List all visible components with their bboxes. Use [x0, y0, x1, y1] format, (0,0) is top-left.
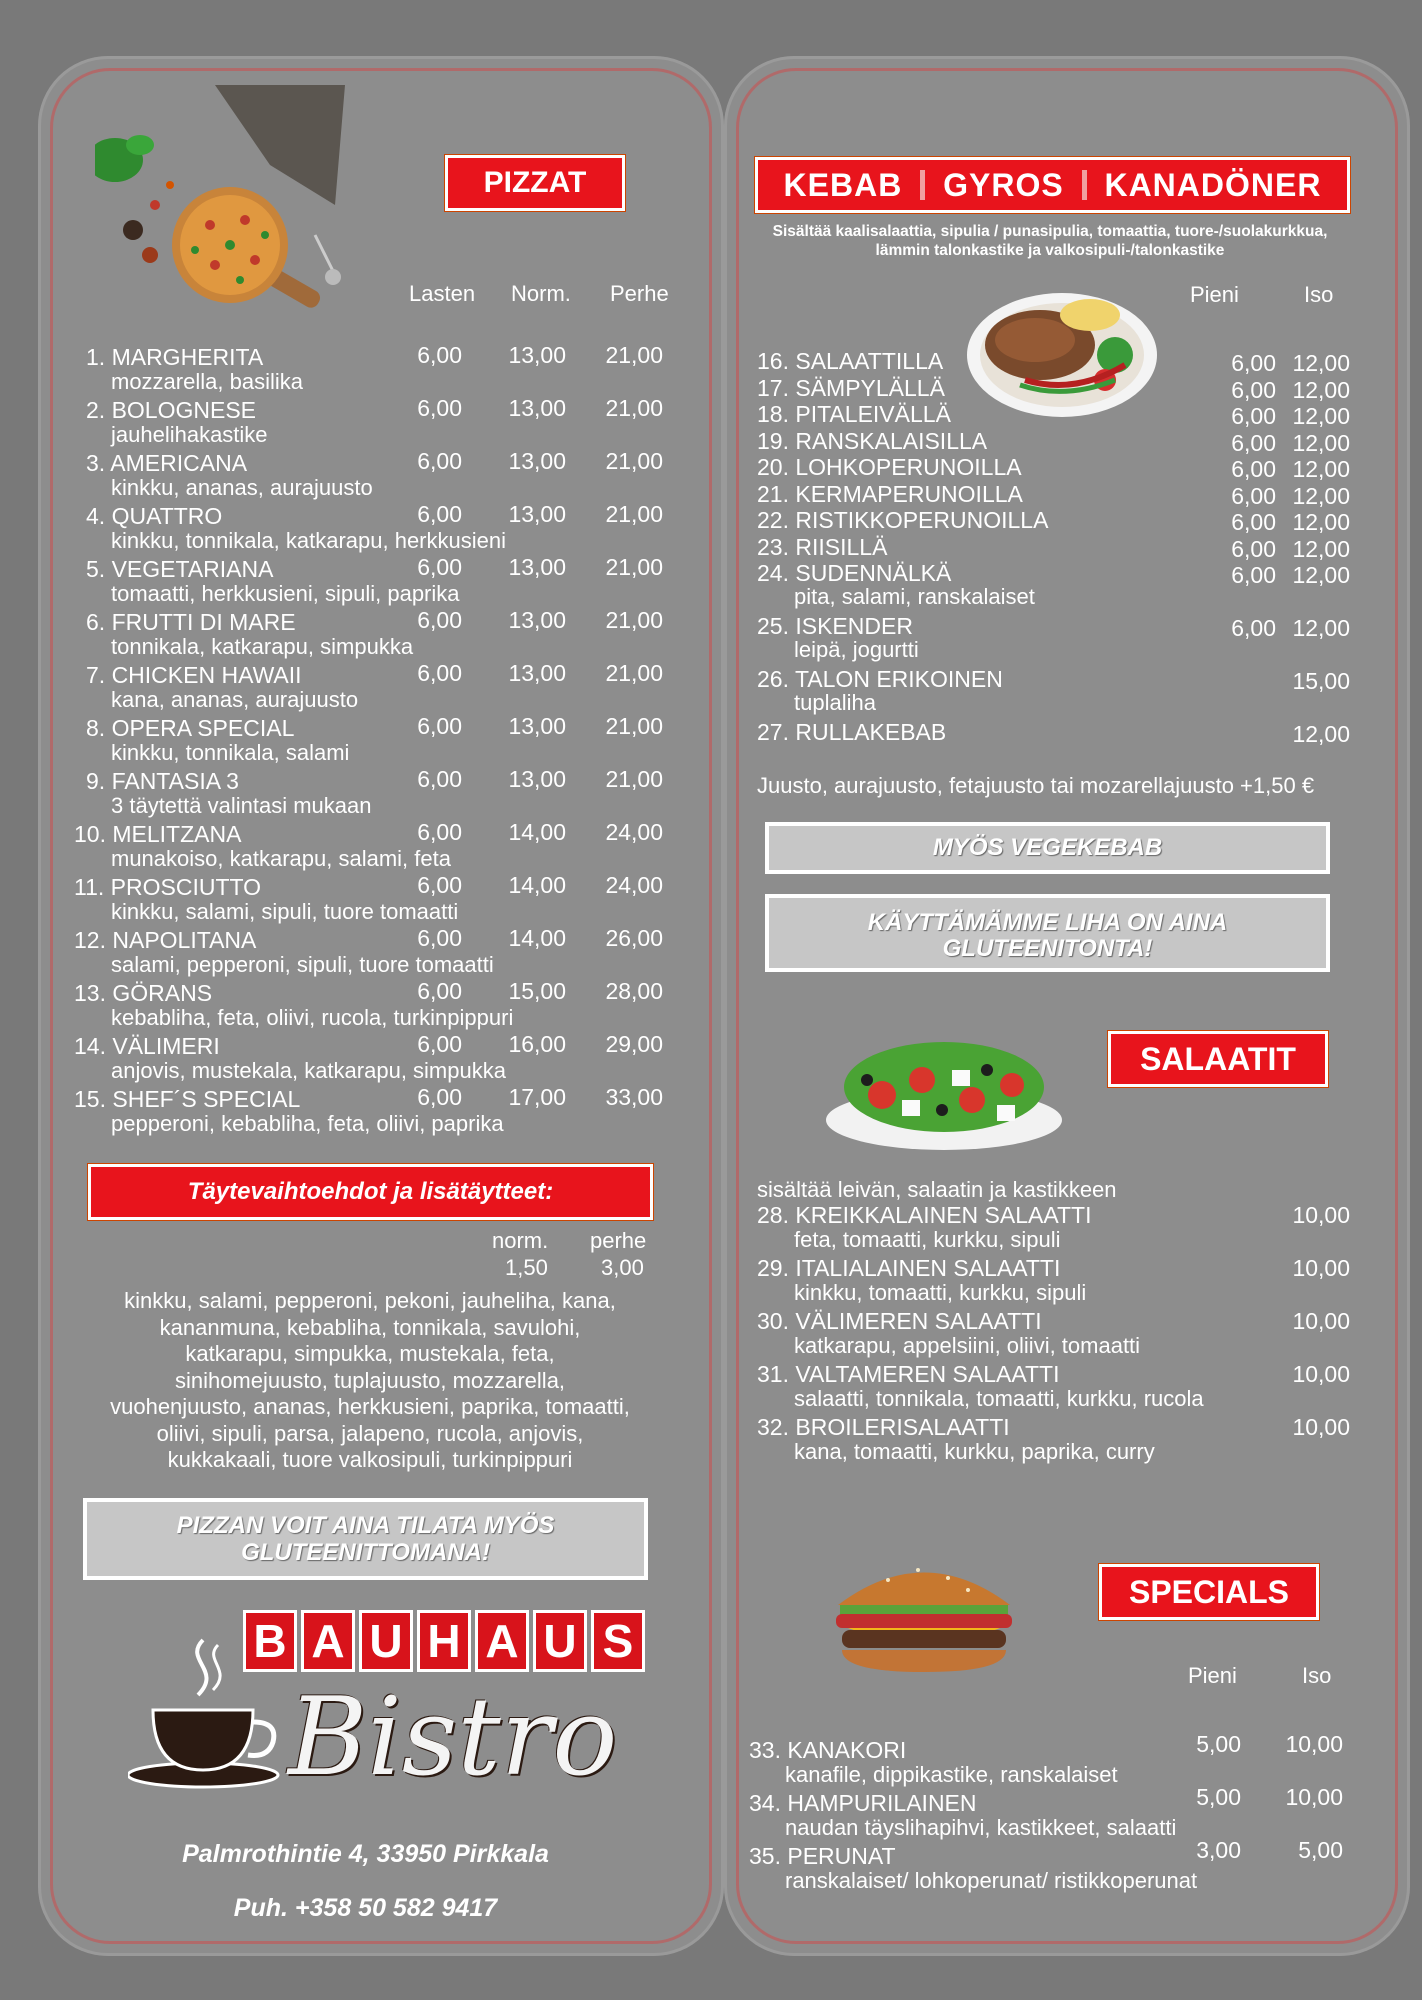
kebab-item-name: 26. TALON ERIKOINEN — [757, 666, 1003, 692]
fillings-line: kinkku, salami, pepperoni, pekoni, jauheliha, kana, — [124, 1288, 616, 1313]
bauhaus-letter: H — [417, 1610, 471, 1672]
kebab-item-price-small: 6,00 — [1231, 429, 1276, 456]
kebab-title-part: KEBAB — [783, 167, 903, 203]
kebab-item-price-large: 15,00 — [1292, 668, 1350, 694]
pizza-item-price: 21,00 — [605, 448, 663, 474]
pizza-item-price: 13,00 — [508, 660, 566, 686]
pizza-item-desc: kinkku, tonnikala, salami — [111, 740, 350, 765]
pizza-item-name: 15. SHEF´S SPECIAL — [74, 1086, 301, 1112]
pizza-item-name: 3. AMERICANA — [86, 450, 248, 476]
salad-item-name: 31. VALTAMEREN SALAATTI — [757, 1361, 1060, 1387]
pizza-item-name: 1. MARGHERITA — [86, 344, 264, 370]
pizza-item-name: 9. FANTASIA 3 — [86, 768, 239, 794]
fillings-price-norm: 1,50 — [505, 1255, 548, 1280]
fillings-price-perhe: 3,00 — [601, 1255, 644, 1280]
pizza-item-price: 6,00 — [417, 554, 462, 580]
pizza-item-price: 6,00 — [417, 978, 462, 1004]
kebab-title — [755, 157, 1350, 213]
cheese-note: Juusto, aurajuusto, fetajuusto tai mozarellajuusto +1,50 € — [757, 773, 1315, 798]
pizza-title: PIZZAT — [445, 155, 625, 211]
pizza-item-price: 14,00 — [508, 872, 566, 898]
pizza-item-desc: kebabliha, feta, oliivi, rucola, turkinpippuri — [111, 1005, 514, 1030]
bauhaus-bistro-logo — [128, 1610, 634, 1800]
pizza-item-price: 21,00 — [605, 395, 663, 421]
phone[interactable]: Puh. +358 50 582 9417 — [233, 1894, 498, 1922]
kebab-header-pieni: Pieni — [1190, 282, 1239, 307]
kebab-item-name: 21. KERMAPERUNOILLA — [757, 480, 1023, 507]
pizza-image — [95, 85, 345, 315]
kanadoner-title-part: KANADÖNER — [1104, 167, 1322, 203]
pizza-item-desc: tomaatti, herkkusieni, sipuli, paprika — [111, 581, 460, 606]
pizza-item-price: 24,00 — [605, 872, 663, 898]
pizza-item-price: 13,00 — [508, 395, 566, 421]
kebab-header-iso: Iso — [1304, 282, 1334, 307]
special-item-price-large: 10,00 — [1285, 1784, 1343, 1810]
pizza-item-price: 6,00 — [417, 819, 462, 845]
kebab-plate-image — [965, 285, 1160, 420]
pizza-item-price: 24,00 — [605, 819, 663, 845]
pizza-item-name: 12. NAPOLITANA — [74, 927, 257, 953]
pizza-item-price: 21,00 — [605, 713, 663, 739]
fillings-header-perhe: perhe — [590, 1228, 647, 1253]
kebab-item-name: 25. ISKENDER — [757, 613, 913, 639]
special-item-desc: ranskalaiset/ lohkoperunat/ ristikkoperunat — [785, 1868, 1198, 1893]
pizza-item-price: 6,00 — [417, 448, 462, 474]
pizza-item-price: 21,00 — [605, 660, 663, 686]
kebab-item-price-large: 12,00 — [1292, 403, 1350, 429]
bauhaus-letter: U — [359, 1610, 413, 1672]
kebab-item-name: 16. SALAATTILLA — [757, 348, 944, 374]
specials-title: SPECIALS — [1099, 1564, 1319, 1620]
pizza-item-price: 6,00 — [417, 607, 462, 633]
pizza-item-price: 13,00 — [508, 501, 566, 527]
meat-note-line: KÄYTTÄMÄMME LIHA ON AINA — [867, 909, 1228, 936]
pizza-item-name: 11. PROSCIUTTO — [74, 874, 262, 900]
kebab-item-name: 24. SUDENNÄLKÄ — [757, 560, 952, 586]
kebab-item-price-large: 12,00 — [1292, 562, 1350, 588]
bauhaus-wordmark — [243, 1610, 645, 1672]
salad-item-price: 10,00 — [1292, 1414, 1350, 1440]
pizza-item-desc: pepperoni, kebabliha, feta, oliivi, paprika — [111, 1111, 504, 1136]
bauhaus-letter: B — [243, 1610, 297, 1672]
pizza-item-price: 26,00 — [605, 925, 663, 951]
pizza-item-price: 16,00 — [508, 1031, 566, 1057]
kebab-item-name: 17. SÄMPYLÄLLÄ — [757, 374, 945, 401]
salad-item-price: 10,00 — [1292, 1202, 1350, 1228]
pizza-item-name: 14. VÄLIMERI — [74, 1033, 220, 1059]
pizza-item-desc: salami, pepperoni, sipuli, tuore tomaatti — [111, 952, 494, 977]
pizza-item-desc: kinkku, ananas, aurajuusto — [111, 475, 373, 500]
special-item-desc: kanafile, dippikastike, ranskalaiset — [785, 1762, 1118, 1787]
pizza-item-price: 6,00 — [417, 925, 462, 951]
pizza-item-name: 13. GÖRANS — [74, 980, 213, 1006]
special-item-name: 33. KANAKORI — [749, 1737, 907, 1763]
bauhaus-letter: U — [533, 1610, 587, 1672]
fillings-line: kukkakaali, tuore valkosipuli, turkinpippuri — [167, 1447, 573, 1472]
pizza-item-price: 13,00 — [508, 607, 566, 633]
fillings-line: vuohenjuusto, ananas, herkkusieni, paprika, tomaatti, — [110, 1394, 630, 1419]
pizza-item-desc: anjovis, mustekala, katkarapu, simpukka — [111, 1058, 506, 1083]
pizza-item-price: 6,00 — [417, 713, 462, 739]
address: Palmrothintie 4, 33950 Pirkkala — [182, 1840, 549, 1868]
salads-intro: sisältää leivän, salaatin ja kastikkeen — [757, 1177, 1117, 1202]
kebab-item-desc: pita, salami, ranskalaiset — [794, 584, 1035, 609]
kebab-item-price-small: 6,00 — [1231, 403, 1276, 429]
pizza-item-name: 2. BOLOGNESE — [86, 397, 257, 423]
salad-item-name: 28. KREIKKALAINEN SALAATTI — [757, 1202, 1092, 1228]
fillings-line: oliivi, sipuli, parsa, jalapeno, rucola, anjovis, — [156, 1420, 584, 1446]
kebab-item-price-small: 6,00 — [1231, 376, 1276, 403]
pizza-item-price: 13,00 — [508, 448, 566, 474]
specials-header-iso: Iso — [1302, 1663, 1332, 1688]
pizza-item-price: 6,00 — [417, 395, 462, 421]
header-lasten: Lasten — [409, 281, 476, 306]
header-norm: Norm. — [511, 281, 571, 306]
pizza-item-price: 21,00 — [605, 607, 663, 633]
gluten-free-note — [83, 1498, 648, 1580]
kebab-item-price-large: 12,00 — [1292, 482, 1350, 509]
pizza-item-desc: mozzarella, basilika — [111, 369, 303, 394]
pizza-item-price: 21,00 — [605, 501, 663, 527]
special-item-name: 35. PERUNAT — [749, 1843, 896, 1869]
special-item-price-small: 5,00 — [1196, 1784, 1241, 1810]
pizza-item-price: 6,00 — [417, 1031, 462, 1057]
salad-item-desc: feta, tomaatti, kurkku, sipuli — [794, 1227, 1061, 1252]
pizza-item-price: 13,00 — [508, 713, 566, 739]
pizza-item-price: 6,00 — [417, 660, 462, 686]
pizza-item-desc: 3 täytettä valintasi mukaan — [111, 793, 372, 818]
pizza-item-price: 6,00 — [417, 1084, 462, 1110]
pizza-item-name: 10. MELITZANA — [74, 821, 242, 847]
pizza-item-price: 13,00 — [508, 342, 566, 368]
kebab-item-desc: leipä, jogurtti — [794, 637, 919, 662]
pizza-item-desc: jauhelihakastike — [111, 422, 268, 447]
specials-header-pieni: Pieni — [1188, 1663, 1237, 1688]
kebab-intro-line: Sisältää kaalisalaattia, sipulia / punasipulia, tomaattia, tuore-/suolakurkkua, — [772, 223, 1328, 240]
kebab-item-name: 19. RANSKALAISILLA — [757, 427, 988, 454]
pizza-item-price: 13,00 — [508, 766, 566, 792]
meat-note-line: GLUTEENITONTA! — [942, 935, 1153, 962]
meat-gluten-note — [765, 894, 1330, 972]
kebab-item-price-large: 12,00 — [1292, 509, 1350, 535]
kebab-item-price-small: 6,00 — [1231, 562, 1276, 588]
salad-item-desc: kinkku, tomaatti, kurkku, sipuli — [794, 1280, 1087, 1305]
salad-item-name: 30. VÄLIMEREN SALAATTI — [757, 1308, 1042, 1334]
header-perhe: Perhe — [610, 281, 669, 306]
pizza-item-desc: kinkku, salami, sipuli, tuore tomaatti — [111, 899, 459, 924]
special-item-desc: naudan täyslihapihvi, kastikkeet, salaatti — [785, 1815, 1177, 1840]
kebab-item-price-large: 12,00 — [1292, 721, 1350, 747]
kebab-item-price-small: 6,00 — [1231, 350, 1276, 376]
pizza-item-price: 33,00 — [605, 1084, 663, 1110]
kebab-item-name: 27. RULLAKEBAB — [757, 719, 947, 745]
kebab-item-desc: tuplaliha — [794, 690, 876, 715]
kebab-item-price-small: 6,00 — [1231, 509, 1276, 535]
kebab-intro — [744, 222, 1356, 260]
salad-item-desc: kana, tomaatti, kurkku, paprika, curry — [794, 1439, 1155, 1464]
pizza-item-price: 6,00 — [417, 501, 462, 527]
pizza-item-desc: kana, ananas, aurajuusto — [111, 687, 359, 712]
pizza-item-price: 15,00 — [508, 978, 566, 1004]
gluten-note-line: PIZZAN VOIT AINA TILATA MYÖS — [176, 1512, 555, 1539]
kebab-item-price-small: 6,00 — [1231, 615, 1276, 641]
kebab-item-name: 22. RISTIKKOPERUNOILLA — [757, 507, 1049, 533]
gluten-note-line: GLUTEENITTOMANA! — [241, 1539, 490, 1566]
fillings-line: katkarapu, simpukka, mustekala, feta, — [185, 1341, 555, 1366]
special-item-price-small: 5,00 — [1196, 1731, 1241, 1757]
salad-item-desc: katkarapu, appelsiini, oliivi, tomaatti — [794, 1333, 1141, 1358]
pizza-item-price: 13,00 — [508, 554, 566, 580]
special-item-price-large: 10,00 — [1285, 1731, 1343, 1757]
fillings-list — [80, 1288, 660, 1474]
kebab-item-price-large: 12,00 — [1292, 350, 1350, 376]
kebab-item-price-large: 12,00 — [1292, 376, 1350, 403]
pizza-item-price: 21,00 — [605, 766, 663, 792]
fillings-header-norm: norm. — [492, 1228, 549, 1253]
pizza-item-price: 28,00 — [605, 978, 663, 1004]
pizza-item-price: 6,00 — [417, 766, 462, 792]
kebab-item-price-large: 12,00 — [1292, 456, 1350, 482]
special-item-price-large: 5,00 — [1298, 1837, 1343, 1863]
kebab-intro-line: lämmin talonkastike ja valkosipuli-/talonkastike — [875, 242, 1225, 259]
fillings-line: sinihomejuusto, tuplajuusto, mozzarella, — [174, 1367, 566, 1393]
bauhaus-letter: A — [301, 1610, 355, 1672]
salad-item-price: 10,00 — [1292, 1308, 1350, 1334]
salad-item-price: 10,00 — [1292, 1255, 1350, 1281]
fillings-line: kananmuna, kebabliha, tonnikala, savulohi, — [159, 1314, 581, 1340]
pizza-item-price: 6,00 — [417, 342, 462, 368]
pizza-item-name: 7. CHICKEN HAWAII — [86, 662, 302, 688]
salad-bowl-image — [822, 1025, 1067, 1155]
kebab-item-name: 18. PITALEIVÄLLÄ — [757, 401, 951, 427]
salad-item-desc: salaatti, tonnikala, tomaatti, kurkku, rucola — [794, 1386, 1204, 1411]
gyros-title-part: GYROS — [943, 167, 1064, 203]
bistro-text: Bistro — [288, 1675, 618, 1800]
salad-item-name: 29. ITALIALAINEN SALAATTI — [757, 1255, 1061, 1281]
salad-item-name: 32. BROILERISALAATTI — [757, 1414, 1010, 1440]
vegekebab-note: MYÖS VEGEKEBAB — [765, 822, 1330, 874]
special-item-price-small: 3,00 — [1196, 1837, 1241, 1863]
kebab-item-name: 23. RIISILLÄ — [757, 533, 888, 560]
kebab-item-price-small: 6,00 — [1231, 456, 1276, 482]
kebab-item-price-small: 6,00 — [1231, 482, 1276, 509]
pizza-item-price: 21,00 — [605, 554, 663, 580]
pizza-item-name: 8. OPERA SPECIAL — [86, 715, 295, 741]
bauhaus-letter: A — [475, 1610, 529, 1672]
pizza-item-price: 29,00 — [605, 1031, 663, 1057]
kebab-item-name: 20. LOHKOPERUNOILLA — [757, 454, 1022, 480]
salad-item-price: 10,00 — [1292, 1361, 1350, 1387]
pizza-item-price: 17,00 — [508, 1084, 566, 1110]
pizza-item-name: 6. FRUTTI DI MARE — [86, 609, 296, 635]
pizza-item-price: 14,00 — [508, 925, 566, 951]
kebab-item-price-large: 12,00 — [1292, 615, 1350, 641]
fillings-title: Täytevaihtoehdot ja lisätäytteet: — [88, 1164, 653, 1220]
pizza-item-desc: munakoiso, katkarapu, salami, feta — [111, 846, 451, 871]
kebab-item-price-large: 12,00 — [1292, 429, 1350, 456]
pizza-item-name: 4. QUATTRO — [86, 503, 223, 529]
burger-image — [828, 1550, 1020, 1682]
special-item-name: 34. HAMPURILAINEN — [749, 1790, 977, 1816]
pizza-item-price: 14,00 — [508, 819, 566, 845]
pizza-item-desc: kinkku, tonnikala, katkarapu, herkkusieni — [111, 528, 506, 553]
pizza-item-price: 6,00 — [417, 872, 462, 898]
kebab-item-price-small: 6,00 — [1231, 535, 1276, 562]
pizza-item-price: 21,00 — [605, 342, 663, 368]
salads-title: SALAATIT — [1108, 1031, 1328, 1087]
pizza-item-name: 5. VEGETARIANA — [86, 556, 274, 582]
pizza-item-desc: tonnikala, katkarapu, simpukka — [111, 634, 414, 659]
kebab-item-price-large: 12,00 — [1292, 535, 1350, 562]
bauhaus-letter: S — [591, 1610, 645, 1672]
